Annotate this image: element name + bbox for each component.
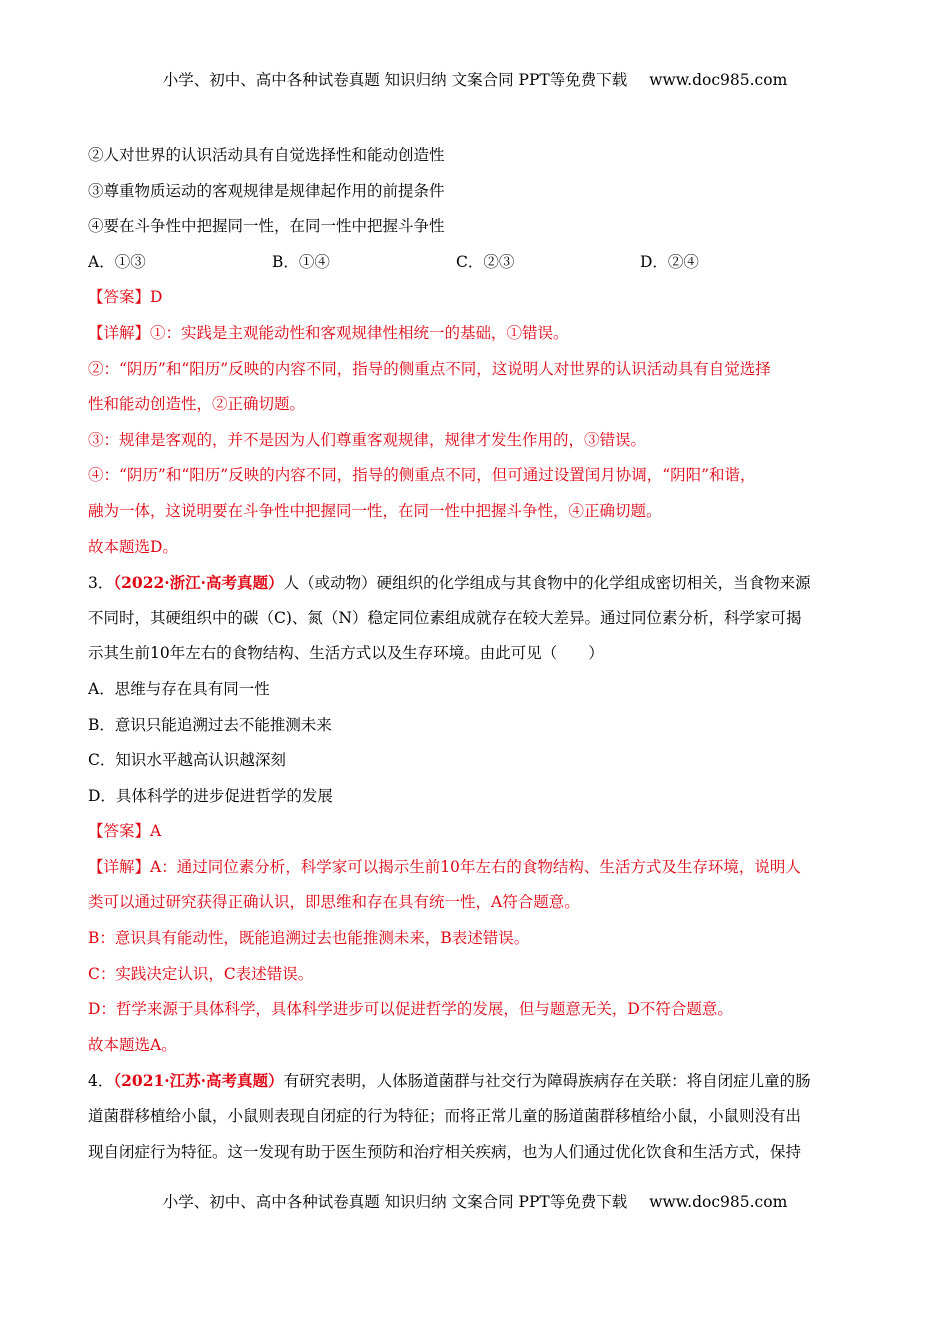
q3-detail-line: B：意识具有能动性，既能追溯过去也能推测未来，B表述错误。 xyxy=(88,929,530,948)
q3-detail-line: 【详解】A：通过同位素分析，科学家可以揭示生前10年左右的食物结构、生活方式及生存环境，说明人 xyxy=(88,857,801,876)
header-text: 小学、初中、高中各种试卷真题 知识归纳 文案合同 PPT等免费下载 xyxy=(162,71,628,89)
q2-item-3: ③尊重物质运动的客观规律是规律起作用的前提条件 xyxy=(88,181,445,200)
q2-conclusion: 故本题选D。 xyxy=(88,537,178,556)
q3-detail-line: 类可以通过研究获得正确认识，即思维和存在具有统一性，A符合题意。 xyxy=(88,893,580,912)
q2-option-d: D．②④ xyxy=(640,252,699,271)
q3-option-d: D．具体科学的进步促进哲学的发展 xyxy=(88,786,333,805)
q2-options xyxy=(88,245,863,281)
q3-option-c: C．知识水平越高认识越深刻 xyxy=(88,751,286,770)
footer-url: www.doc985.com xyxy=(649,1193,788,1211)
q3-conclusion: 故本题选A。 xyxy=(88,1035,177,1054)
q4-source: （2021·江苏·高考真题） xyxy=(113,1071,284,1091)
q3-detail-line: C：实践决定认识，C表述错误。 xyxy=(88,964,314,983)
q3-stem-text: 人（或动物）硬组织的化学组成与其食物中的化学组成密切相关，当食物来源 xyxy=(283,574,811,593)
q2-detail-line: ④：“阴历”和“阳历”反映的内容不同，指导的侧重点不同，但可通过设置闰月协调，“阴阳”和谐， xyxy=(88,466,756,485)
q2-detail-line: ③：规律是客观的，并不是因为人们尊重客观规律，规律才发生作用的，③错误。 xyxy=(88,430,647,449)
q2-detail-line: 性和能动创造性，②正确切题。 xyxy=(88,395,306,414)
footer-text: 小学、初中、高中各种试卷真题 知识归纳 文案合同 PPT等免费下载 xyxy=(162,1193,628,1211)
q3-option-b: B．意识只能追溯过去不能推测未来 xyxy=(88,715,332,734)
q2-detail-line: 融为一体，这说明要在斗争性中把握同一性，在同一性中把握斗争性，④正确切题。 xyxy=(88,501,662,520)
document-body xyxy=(88,138,863,1170)
header-url: www.doc985.com xyxy=(649,71,788,89)
q3-detail-line: D：哲学来源于具体科学，具体科学进步可以促进哲学的发展，但与题意无关，D不符合题意。 xyxy=(88,1000,733,1019)
q3-stem-line-1 xyxy=(88,565,863,601)
q3-option-a: A．思维与存在具有同一性 xyxy=(88,679,270,698)
page-header xyxy=(0,68,950,90)
q3-answer: 【答案】A xyxy=(88,822,162,841)
q3-stem-line: 不同时，其硬组织中的碳（C)、氮（N）稳定同位素组成就存在较大差异。通过同位素分析，科学家可揭 xyxy=(88,608,802,627)
q2-detail-line: ②：“阴历”和“阳历”反映的内容不同，指导的侧重点不同，这说明人对世界的认识活动具有自觉选择 xyxy=(88,359,771,378)
q4-stem-line: 现自闭症行为特征。这一发现有助于医生预防和治疗相关疾病，也为人们通过优化饮食和生活方式，保持 xyxy=(88,1142,802,1161)
q2-option-c: C．②③ xyxy=(456,252,515,271)
q4-number: 4． xyxy=(88,1072,114,1091)
q2-option-a: A．①③ xyxy=(88,252,146,271)
q2-option-b: B．①④ xyxy=(272,252,330,271)
q3-number: 3． xyxy=(88,574,114,593)
q3-source: （2022·浙江·高考真题） xyxy=(113,573,284,593)
page-footer xyxy=(0,1190,950,1212)
q3-stem-line: 示其生前10年左右的食物结构、生活方式以及生存环境。由此可见（ ） xyxy=(88,644,604,663)
q2-item-4: ④要在斗争性中把握同一性，在同一性中把握斗争性 xyxy=(88,217,445,236)
q2-item-2: ②人对世界的认识活动具有自觉选择性和能动创造性 xyxy=(88,146,445,164)
q2-answer: 【答案】D xyxy=(88,288,163,307)
q4-stem-line: 道菌群移植给小鼠，小鼠则表现自闭症的行为特征；而将正常儿童的肠道菌群移植给小鼠，小鼠则没有出 xyxy=(88,1107,802,1126)
q4-stem-text: 有研究表明，人体肠道菌群与社交行为障碍族病存在关联：将自闭症儿童的肠 xyxy=(283,1072,811,1091)
q2-detail-line: 【详解】①：实践是主观能动性和客观规律性相统一的基础，①错误。 xyxy=(88,323,569,342)
q4-stem-line-1 xyxy=(88,1063,863,1099)
